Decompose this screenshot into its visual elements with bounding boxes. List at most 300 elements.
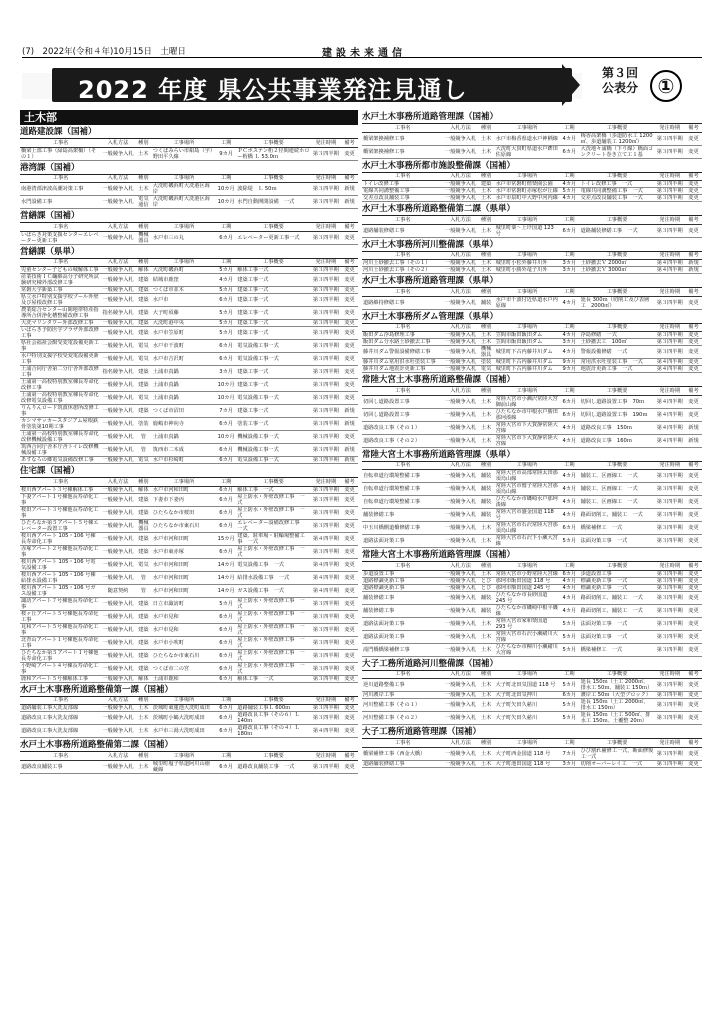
table-cell: 第３四半期 [311, 274, 341, 287]
table-cell: 変更 [341, 353, 358, 366]
table-cell: 道路舗装修繕工事 [362, 224, 444, 237]
table-row [362, 522, 702, 535]
table-cell: 4カ月 [559, 591, 579, 604]
table-cell: 電気 [135, 558, 152, 571]
table-cell: 5カ月 [216, 327, 236, 340]
circled-number: ① [650, 70, 682, 102]
table-cell: 6カ月 [216, 506, 236, 519]
table-row [362, 760, 702, 767]
table-cell: 水戸市笠原町 [152, 327, 216, 340]
table-cell: 6カ月 [216, 705, 236, 712]
right-column [362, 110, 702, 1010]
column-header: 工事場所 [152, 478, 216, 486]
table-cell: 変更 [685, 760, 702, 767]
section-title: 水戸土木事務所道路管理課（国補） [362, 112, 702, 124]
table-cell: 6カ月 [216, 712, 236, 725]
table-cell: 第４四半期 [654, 395, 685, 408]
table-cell: 常陸大宮市小野常陸大宮線 [495, 570, 558, 577]
table-cell: 城里町小勝外竜子川外 [495, 267, 560, 274]
table-cell: 結城市鹿窪 [152, 274, 216, 287]
column-header: 工事概要 [580, 739, 655, 747]
table-cell: 5カ月 [559, 712, 579, 725]
table-cell: 常陸大宮市下大賀静常陸大宮線 [495, 421, 558, 434]
table-cell: 7カ月 [559, 747, 579, 760]
table-row [362, 145, 702, 158]
table-cell: 土木 [135, 712, 152, 725]
column-header: 工事名 [20, 478, 101, 486]
column-header: 発注時期 [654, 562, 685, 570]
table-row [362, 679, 702, 692]
table-cell: 桜川西アパート 105・106 号ガス設備工事 [20, 584, 101, 597]
table-cell: 管 [135, 431, 152, 444]
table-cell: 土木 [478, 421, 495, 434]
table-cell: 解体 [135, 675, 152, 682]
column-header: 工期 [216, 139, 236, 147]
page-info: (7) 2022年(令和４年)10月15日 土曜日 [22, 47, 186, 57]
project-table [362, 562, 702, 657]
column-header: 備考 [341, 478, 358, 486]
table-cell: 第３四半期 [311, 405, 341, 418]
table-cell: 第３四半期 [654, 470, 685, 483]
table-row [362, 509, 702, 522]
table-cell: 4カ月 [216, 274, 236, 287]
table-cell: 変更 [341, 327, 358, 340]
table-cell: 変更 [341, 623, 358, 636]
table-row [20, 231, 358, 244]
column-header: 工期 [559, 124, 579, 132]
table-cell: エレベーター更新工事一式 [236, 231, 310, 244]
column-header: 工期 [559, 252, 579, 260]
column-header: 工事概要 [580, 462, 655, 470]
table-cell: 電気 [135, 457, 152, 464]
table-cell: 変更 [685, 224, 702, 237]
table-cell: 第３四半期 [311, 196, 341, 209]
table-row [20, 662, 358, 675]
table-cell: ひたちなか第５アパート１号棟他長寿命化工事 [20, 649, 101, 662]
table-cell: ひたちなか市東石川 [152, 649, 216, 662]
left-column [20, 110, 358, 1010]
table-row [20, 274, 358, 287]
table-cell: 変更 [685, 617, 702, 630]
column-header: 工事名 [20, 752, 101, 760]
table-cell: 土木 [478, 224, 495, 237]
column-header: 工事概要 [236, 478, 310, 486]
project-table [362, 173, 702, 203]
table-row [20, 532, 358, 545]
column-header: 入札方法 [444, 252, 478, 260]
table-cell: 一般競争入札 [444, 591, 478, 604]
column-header: 種別 [135, 175, 152, 183]
column-header: 工事場所 [495, 324, 560, 332]
table-cell: 5カ月 [559, 188, 579, 195]
project-table [362, 462, 702, 549]
table-cell: 4カ月 [559, 509, 579, 522]
table-cell: 建築 [135, 545, 152, 558]
column-header: 種別 [135, 223, 152, 231]
table-cell: 大洗町磯浜町 [152, 267, 216, 274]
column-header: 備考 [685, 252, 702, 260]
table-cell: 笠間市飯田飯田ダム [495, 339, 560, 346]
table-cell: 一般競争入札 [101, 532, 135, 545]
column-header: 工事概要 [236, 139, 310, 147]
table-cell: 電気設備工事一式 [236, 457, 310, 464]
table-row [20, 147, 358, 160]
table-cell: 中玉川橋側道橋修繕工事 [362, 522, 444, 535]
table-cell: 土木 [478, 332, 495, 339]
round-label: 第３回 公表分 [602, 66, 639, 95]
table-cell: 第３四半期 [311, 506, 341, 519]
table-cell: 4カ月 [559, 577, 579, 584]
table-cell: 第３四半期 [311, 519, 341, 532]
table-cell: 第３四半期 [311, 267, 341, 274]
table-cell: 土木 [478, 692, 495, 699]
table-cell: 第３四半期 [311, 675, 341, 682]
table-cell: 常用洪水吐塗装工事 一式 [580, 359, 655, 366]
table-cell: 水門設備工事 [20, 196, 101, 209]
table-cell: 一般競争入札 [445, 577, 477, 584]
table-cell: 自転車道行環境整備工事 [362, 470, 444, 483]
column-header: 備考 [685, 671, 702, 679]
table-cell: いばらき予防医学プラザ外部改修工事 [20, 327, 101, 340]
table-cell: 日立市諏訪町 [152, 597, 216, 610]
column-header: 備考 [685, 462, 702, 470]
table-cell: 藤井川ダム常用洪水吐塗装工事 [362, 359, 444, 366]
section-title: 水戸土木事務所道路管理課（県単） [362, 276, 702, 288]
table-cell: 10カ月 [216, 431, 236, 444]
table-cell: 道路標識更新工事 [362, 584, 444, 591]
table-cell: 5カ月 [216, 320, 236, 327]
table-cell: 桜田アパート３号棟他長寿命化工事 [20, 506, 101, 519]
section-title: 営繕課（国補） [20, 211, 358, 223]
table-cell: 新規 [685, 260, 702, 267]
table-row [362, 483, 702, 496]
table-cell: 水戸市 [152, 294, 216, 307]
column-header: 工事名 [362, 387, 444, 395]
table-cell: 第３四半期 [654, 188, 685, 195]
table-cell: 3カ月 [559, 267, 579, 274]
headline-title: 2022 年度 県公共事業発注見通し [78, 76, 468, 104]
table-cell: 変更 [341, 506, 358, 519]
table-cell: 産業技術ＩＣ繊維高分子研究所試験研究棟外部改修工事 [20, 274, 101, 287]
table-cell: 舗装修繕工事 [362, 604, 444, 617]
table-cell: 土木 [135, 147, 152, 160]
arrow-shape [562, 64, 580, 106]
table-cell: 道路改良舗装工事 [20, 760, 101, 773]
table-cell: 諏訪アパート７号棟他長寿命化工事 [20, 597, 101, 610]
table-cell: トイレ改修工事 一式 [580, 181, 655, 188]
table-cell: 6カ月 [216, 457, 236, 464]
table-cell: 機械設備工事一式 [236, 444, 310, 457]
column-header: 備考 [685, 387, 702, 395]
table-cell: 土浦市鹿和 [152, 675, 216, 682]
column-header: 工事概要 [236, 259, 310, 267]
table-cell: 道路改良工事（その１） [362, 421, 444, 434]
table-cell: 第３四半期 [654, 145, 685, 158]
column-header: 発注時期 [311, 223, 341, 231]
table-row [20, 353, 358, 366]
column-header: 入札方法 [444, 288, 478, 296]
column-header: 工期 [216, 223, 236, 231]
table-cell: 6カ月 [216, 294, 236, 307]
table-cell: 第３四半期 [311, 457, 341, 464]
table-cell: 一般競争入札 [445, 339, 477, 345]
table-cell: 建築 [135, 366, 152, 379]
table-cell: 第４四半期 [311, 532, 341, 545]
table-cell: 機械器具 [135, 231, 152, 244]
table-cell: 第３四半期 [654, 535, 685, 548]
column-header: 工期 [559, 562, 579, 570]
table-cell: 交差点改良舗装工事 [362, 195, 444, 202]
table-cell: 第３四半期 [311, 231, 341, 244]
table-cell: 一般競争入札 [101, 636, 135, 649]
table-cell: 変更 [341, 274, 358, 287]
table-cell: ひたちなか第５アパート５号棟エレベーター設置工事 [20, 519, 101, 532]
table-row [362, 224, 702, 237]
table-cell: 電気設備工事一式 [236, 392, 310, 405]
table-cell: 道路改良工事（その２） [362, 434, 444, 447]
table-row [362, 408, 702, 421]
table-row [362, 692, 702, 699]
column-header: 入札方法 [444, 173, 478, 181]
table-cell: 一般競争入札 [444, 604, 478, 617]
table-cell: 水門自動開閉設備 一式 [236, 196, 310, 209]
table-cell: 土木 [135, 183, 152, 196]
column-header: 工事場所 [495, 739, 560, 747]
section-title: 港湾課（国補） [20, 163, 358, 175]
section-title: 道路建設課（国補） [20, 127, 358, 139]
table-cell: 一般競争入札 [102, 457, 134, 463]
table-cell: 一般競争入札 [101, 392, 135, 405]
table-cell: 6カ月 [216, 662, 236, 675]
table-cell: 一般競争入札 [101, 610, 135, 623]
table-cell: 土浦第一高校特別教室棟長寿命化改修機械設備工事 [20, 431, 101, 444]
table-cell: 第３四半期 [311, 662, 341, 675]
table-row [20, 584, 358, 597]
column-header: 発注時期 [654, 216, 685, 224]
table-cell: 建築 [135, 662, 152, 675]
table-cell: 4カ月 [559, 434, 579, 447]
project-table [20, 223, 358, 245]
table-cell: 第３四半期 [654, 339, 685, 346]
project-table [20, 697, 358, 739]
table-cell: 城里町塩子県道阿川山徳蔵線 [152, 760, 216, 773]
table-cell: 新規 [685, 421, 702, 434]
table-cell: 城里町下古内藤井川ダム [495, 346, 560, 359]
table-cell: 切削オーバーレイ工 一式 [580, 760, 655, 767]
department-title: 土木部 [20, 110, 358, 125]
table-cell: 橋梁架換補修工事 [362, 145, 444, 158]
table-cell: 変更 [341, 675, 358, 682]
table-row [20, 675, 358, 682]
table-cell: いばらき対策支援センターエレベーター更新工事 [20, 231, 101, 244]
table-cell: 5カ月 [559, 699, 579, 712]
section-title: 営繕課（県単） [20, 247, 358, 259]
column-header: 入札方法 [444, 671, 478, 679]
project-table [362, 739, 702, 768]
column-header: 工事場所 [152, 175, 216, 183]
table-cell: 変更 [685, 496, 702, 509]
column-header: 備考 [341, 223, 358, 231]
table-cell: 建築 [135, 307, 152, 320]
column-header: 工期 [216, 697, 236, 705]
table-cell: 5カ月 [559, 630, 579, 643]
table-cell: 土木 [478, 679, 495, 692]
table-cell: 常磐大学新築工事 [20, 287, 101, 294]
table-cell: 土木 [478, 434, 495, 447]
table-cell: 電気設備工事 一式 [236, 558, 310, 571]
table-cell: 6カ月 [216, 340, 236, 353]
table-cell: 変更 [341, 340, 358, 353]
table-cell: 水戸市見和 [152, 610, 216, 623]
table-cell: 第３四半期 [654, 195, 685, 202]
table-cell: 4カ月 [559, 483, 579, 496]
column-header: 工事名 [20, 175, 101, 183]
table-cell: 一般競争入札 [101, 493, 135, 506]
table-cell: 藤井川ダム警報設備修繕工事 [362, 346, 444, 359]
column-header: 工事場所 [152, 752, 216, 760]
table-cell: 変更 [341, 267, 358, 274]
table-cell: トイレ改修工事 [362, 181, 444, 188]
column-header: 入札方法 [101, 259, 135, 267]
table-cell: 延長 300ｍ（切削工及び表層工 2000㎡） [580, 296, 655, 309]
table-cell: 変更 [341, 649, 358, 662]
table-cell: 一般競争入札 [444, 296, 478, 309]
table-row [362, 584, 702, 591]
column-header: 工事名 [362, 252, 444, 260]
table-row [362, 267, 702, 274]
table-cell: 新規 [341, 183, 358, 196]
table-cell: 道路法面対策工事 [362, 617, 444, 630]
column-header: 工事名 [362, 124, 444, 132]
column-header: 工事場所 [495, 671, 560, 679]
table-row [20, 705, 358, 712]
table-row [362, 591, 702, 604]
column-header: 工事名 [20, 139, 101, 147]
table-cell: 第４四半期 [311, 571, 341, 584]
column-header: 工事場所 [495, 173, 560, 181]
table-cell: 那珂市額田国道 245 号 [495, 584, 560, 591]
table-cell: 橋梁上部工事（緑島高架橋）（その１） [20, 147, 101, 160]
column-header: 工事場所 [152, 139, 216, 147]
table-cell: 土木 [478, 535, 495, 548]
table-cell: 一般競争入札 [101, 725, 135, 738]
column-header: 種別 [478, 173, 495, 181]
column-header: 工事名 [362, 739, 444, 747]
column-header: 発注時期 [311, 478, 341, 486]
table-cell: 屋上防水・外壁改修工事 一式 [236, 649, 310, 662]
table-cell: 土木 [478, 630, 495, 643]
table-cell: 変更 [685, 535, 702, 548]
column-header: 備考 [341, 752, 358, 760]
table-cell: 一般競争入札 [101, 712, 135, 725]
table-cell: 建築工事一式 [236, 294, 310, 307]
table-cell: 建築工事一式 [236, 320, 310, 327]
table-cell: 建築工事一式 [236, 379, 310, 392]
table-cell: 土木 [135, 760, 152, 773]
table-cell: 農業総合センター山間地帯特産指導所合併浄化槽整備改修工事 [20, 307, 101, 320]
table-cell: 第３四半期 [311, 444, 341, 457]
table-cell: カシマサッカースタジアム屋根鉄骨塗装第10期工事 [20, 418, 101, 431]
column-header: 備考 [685, 216, 702, 224]
table-cell: 一般競争入札 [444, 643, 478, 656]
column-header: 発注時期 [311, 139, 341, 147]
table-cell: 土浦第一高校特別教室棟長寿命化改修工事 [20, 379, 101, 392]
column-header: 工事概要 [580, 562, 655, 570]
table-cell: 電気 [135, 353, 152, 366]
table-cell: 一般競争入札 [444, 617, 478, 630]
table-cell: 一般競争入札 [444, 747, 478, 760]
table-row [20, 558, 358, 571]
table-cell: 第３四半期 [311, 340, 341, 353]
headline-banner [22, 66, 702, 104]
table-cell: 一般競争入札 [101, 274, 135, 287]
table-cell: 一般競争入札 [101, 405, 135, 418]
table-cell: 土浦第一高校特別教室棟長寿命化改修電気設備工事 [20, 392, 101, 405]
table-row [20, 636, 358, 649]
table-cell: 第３四半期 [311, 320, 341, 327]
column-header: 発注時期 [311, 697, 341, 705]
table-row [20, 623, 358, 636]
table-cell: 変更 [685, 145, 702, 158]
table-cell: 城里町粟～上圷国道 123 号 [495, 224, 560, 237]
project-table [20, 478, 358, 683]
table-cell: 見和アパート５号棟他長寿命化工事 [20, 623, 101, 636]
table-cell: 変更 [685, 470, 702, 483]
table-cell: 標識更新工事 一式 [580, 577, 655, 584]
table-cell: 5カ月 [216, 287, 236, 294]
table-cell: 4カ月 [559, 132, 579, 145]
table-row [20, 457, 358, 464]
table-cell: つくば市並木 [152, 287, 216, 294]
table-cell: 第３四半期 [311, 431, 341, 444]
table-row [20, 405, 358, 418]
table-cell: 一般競争入札 [445, 692, 477, 698]
table-row [362, 359, 702, 366]
table-cell: 舗装修繕工事 [362, 509, 444, 522]
table-cell: 管 [135, 584, 152, 597]
table-cell: 水戸市杉崎町 [152, 457, 216, 464]
column-header: 備考 [685, 324, 702, 332]
column-header: 工期 [559, 173, 579, 181]
column-header: 工事名 [20, 697, 101, 705]
column-header: 工事概要 [580, 324, 655, 332]
table-cell: 第３四半期 [311, 712, 341, 725]
table-cell: 土砂撤去Ｖ 2000㎥ [580, 260, 655, 267]
table-cell: 土木 [478, 188, 495, 195]
table-cell: 第３四半期 [654, 679, 685, 692]
table-cell: 路面切削工、舗装工 一式 [580, 591, 655, 604]
table-cell: 第４四半期 [654, 408, 685, 421]
table-cell: 屋上防水・外壁改修工事 一式 [236, 662, 310, 675]
section-title: 水戸土木事務所ダム管理課（県単） [362, 312, 702, 324]
table-row [20, 267, 358, 274]
column-header: 備考 [685, 562, 702, 570]
table-cell: 下妻市下妻丙 [152, 493, 216, 506]
table-cell: 4カ月 [559, 346, 579, 359]
column-header: 種別 [135, 139, 152, 147]
table-cell: 14カ月 [216, 558, 236, 571]
table-cell: 一般競争入札 [445, 188, 477, 194]
table-cell: 一般競争入札 [101, 147, 135, 160]
table-cell: 一般競争入札 [101, 571, 135, 584]
column-header: 工事概要 [236, 175, 310, 183]
column-header: 工事概要 [580, 387, 655, 395]
table-cell: ひたちなか市桜田 [152, 506, 216, 519]
table-cell: 6カ月 [216, 353, 236, 366]
column-header: 種別 [478, 387, 495, 395]
table-cell: 一般競争入札 [101, 662, 135, 675]
table-cell: 常陸大宮市高部常陸太田那須烏山線 [495, 470, 558, 482]
